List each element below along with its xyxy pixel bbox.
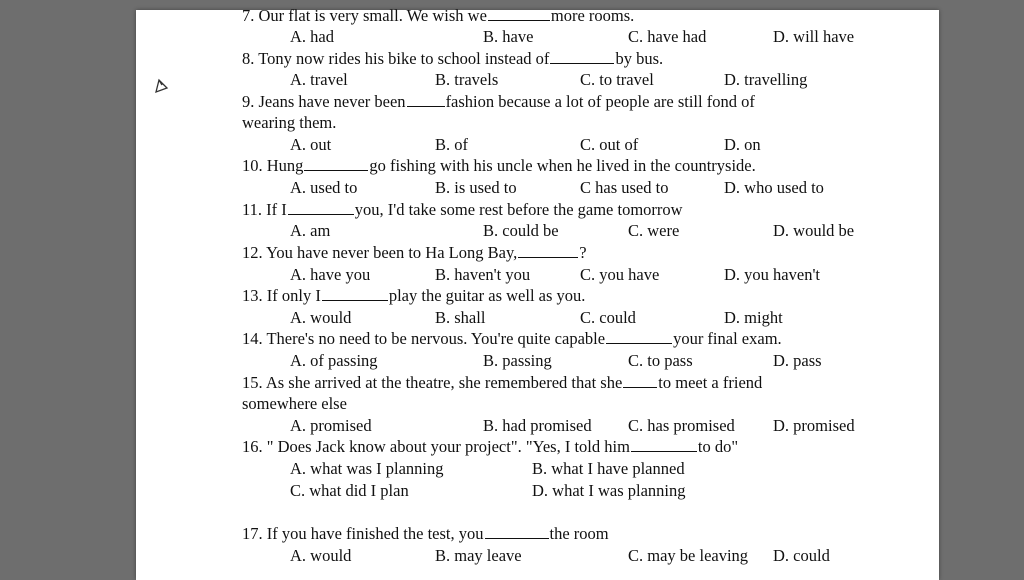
answer-blank xyxy=(488,6,550,21)
option-b[interactable]: B. have xyxy=(483,27,534,46)
question-16: 16. " Does Jack know about your project". "Yes, I told him to do" xyxy=(242,437,739,456)
answer-blank xyxy=(623,373,657,388)
question-8: 8. Tony now rides his bike to school instead of by bus. xyxy=(242,49,664,68)
option-a[interactable]: A. have you xyxy=(290,265,371,284)
option-c[interactable]: C. you have xyxy=(580,265,660,284)
answer-blank xyxy=(407,92,445,107)
option-b[interactable]: B. of xyxy=(435,135,468,154)
question-9: 9. Jeans have never been fashion because a lot of people are still fond of xyxy=(242,92,755,111)
option-d[interactable]: D. could xyxy=(773,546,830,565)
option-c[interactable]: C. what did I plan xyxy=(290,481,409,500)
option-d[interactable]: D. what I was planning xyxy=(532,481,686,500)
option-d[interactable]: D. pass xyxy=(773,351,822,370)
option-d[interactable]: D. promised xyxy=(773,416,855,435)
option-b[interactable]: B. could be xyxy=(483,221,559,240)
option-b[interactable]: B. haven't you xyxy=(435,265,531,284)
option-d[interactable]: D. travelling xyxy=(724,70,808,89)
option-a[interactable]: A. of passing xyxy=(290,351,378,370)
question-17: 17. If you have finished the test, you the room xyxy=(242,524,609,543)
question-14: 14. There's no need to be nervous. You're quite capable your final exam. xyxy=(242,329,782,348)
option-b[interactable]: B. travels xyxy=(435,70,499,89)
option-c[interactable]: C. were xyxy=(628,221,680,240)
option-b[interactable]: B. may leave xyxy=(435,546,522,565)
answer-blank xyxy=(550,49,614,64)
option-b[interactable]: B. what I have planned xyxy=(532,459,685,478)
option-d[interactable]: D. might xyxy=(724,308,783,327)
question-15-continued: somewhere else xyxy=(242,394,347,413)
answer-blank xyxy=(606,329,672,344)
answer-blank xyxy=(631,437,697,452)
answer-blank xyxy=(485,524,549,539)
question-12: 12. You have never been to Ha Long Bay, ? xyxy=(242,243,587,262)
option-c[interactable]: C. could xyxy=(580,308,636,327)
option-c[interactable]: C. to pass xyxy=(628,351,693,370)
option-a[interactable]: A. had xyxy=(290,27,334,46)
answer-blank xyxy=(518,243,578,258)
question-9-continued: wearing them. xyxy=(242,113,337,132)
option-d[interactable]: D. will have xyxy=(773,27,855,46)
option-a[interactable]: A. would xyxy=(290,308,352,327)
option-c[interactable]: C. has promised xyxy=(628,416,735,435)
option-a[interactable]: A. am xyxy=(290,221,331,240)
option-a[interactable]: A. what was I planning xyxy=(290,459,444,478)
option-d[interactable]: D. who used to xyxy=(724,178,824,197)
option-d[interactable]: D. on xyxy=(724,135,761,154)
option-b[interactable]: B. shall xyxy=(435,308,486,327)
option-a[interactable]: A. travel xyxy=(290,70,348,89)
question-15: 15. As she arrived at the theatre, she remembered that she to meet a friend xyxy=(242,373,763,392)
question-11: 11. If I you, I'd take some rest before the game tomorrow xyxy=(242,200,683,219)
option-c[interactable]: C. have had xyxy=(628,27,707,46)
option-a[interactable]: A. out xyxy=(290,135,332,154)
option-c[interactable]: C has used to xyxy=(580,178,669,197)
option-a[interactable]: A. used to xyxy=(290,178,358,197)
option-b[interactable]: B. passing xyxy=(483,351,552,370)
option-c[interactable]: C. may be leaving xyxy=(628,546,749,565)
question-13: 13. If only I play the guitar as well as you. xyxy=(242,286,586,305)
option-d[interactable]: D. would be xyxy=(773,221,855,240)
pen-cursor-icon xyxy=(153,77,171,95)
question-7: 7. Our flat is very small. We wish we more rooms. xyxy=(242,6,635,25)
answer-blank xyxy=(288,200,354,215)
option-b[interactable]: B. is used to xyxy=(435,178,517,197)
answer-blank xyxy=(304,156,368,171)
option-c[interactable]: C. to travel xyxy=(580,70,654,89)
option-d[interactable]: D. you haven't xyxy=(724,265,820,284)
option-c[interactable]: C. out of xyxy=(580,135,639,154)
question-10: 10. Hung go fishing with his uncle when he lived in the countryside. xyxy=(242,156,756,175)
option-b[interactable]: B. had promised xyxy=(483,416,592,435)
option-a[interactable]: A. promised xyxy=(290,416,372,435)
answer-blank xyxy=(322,286,388,301)
option-a[interactable]: A. would xyxy=(290,546,352,565)
